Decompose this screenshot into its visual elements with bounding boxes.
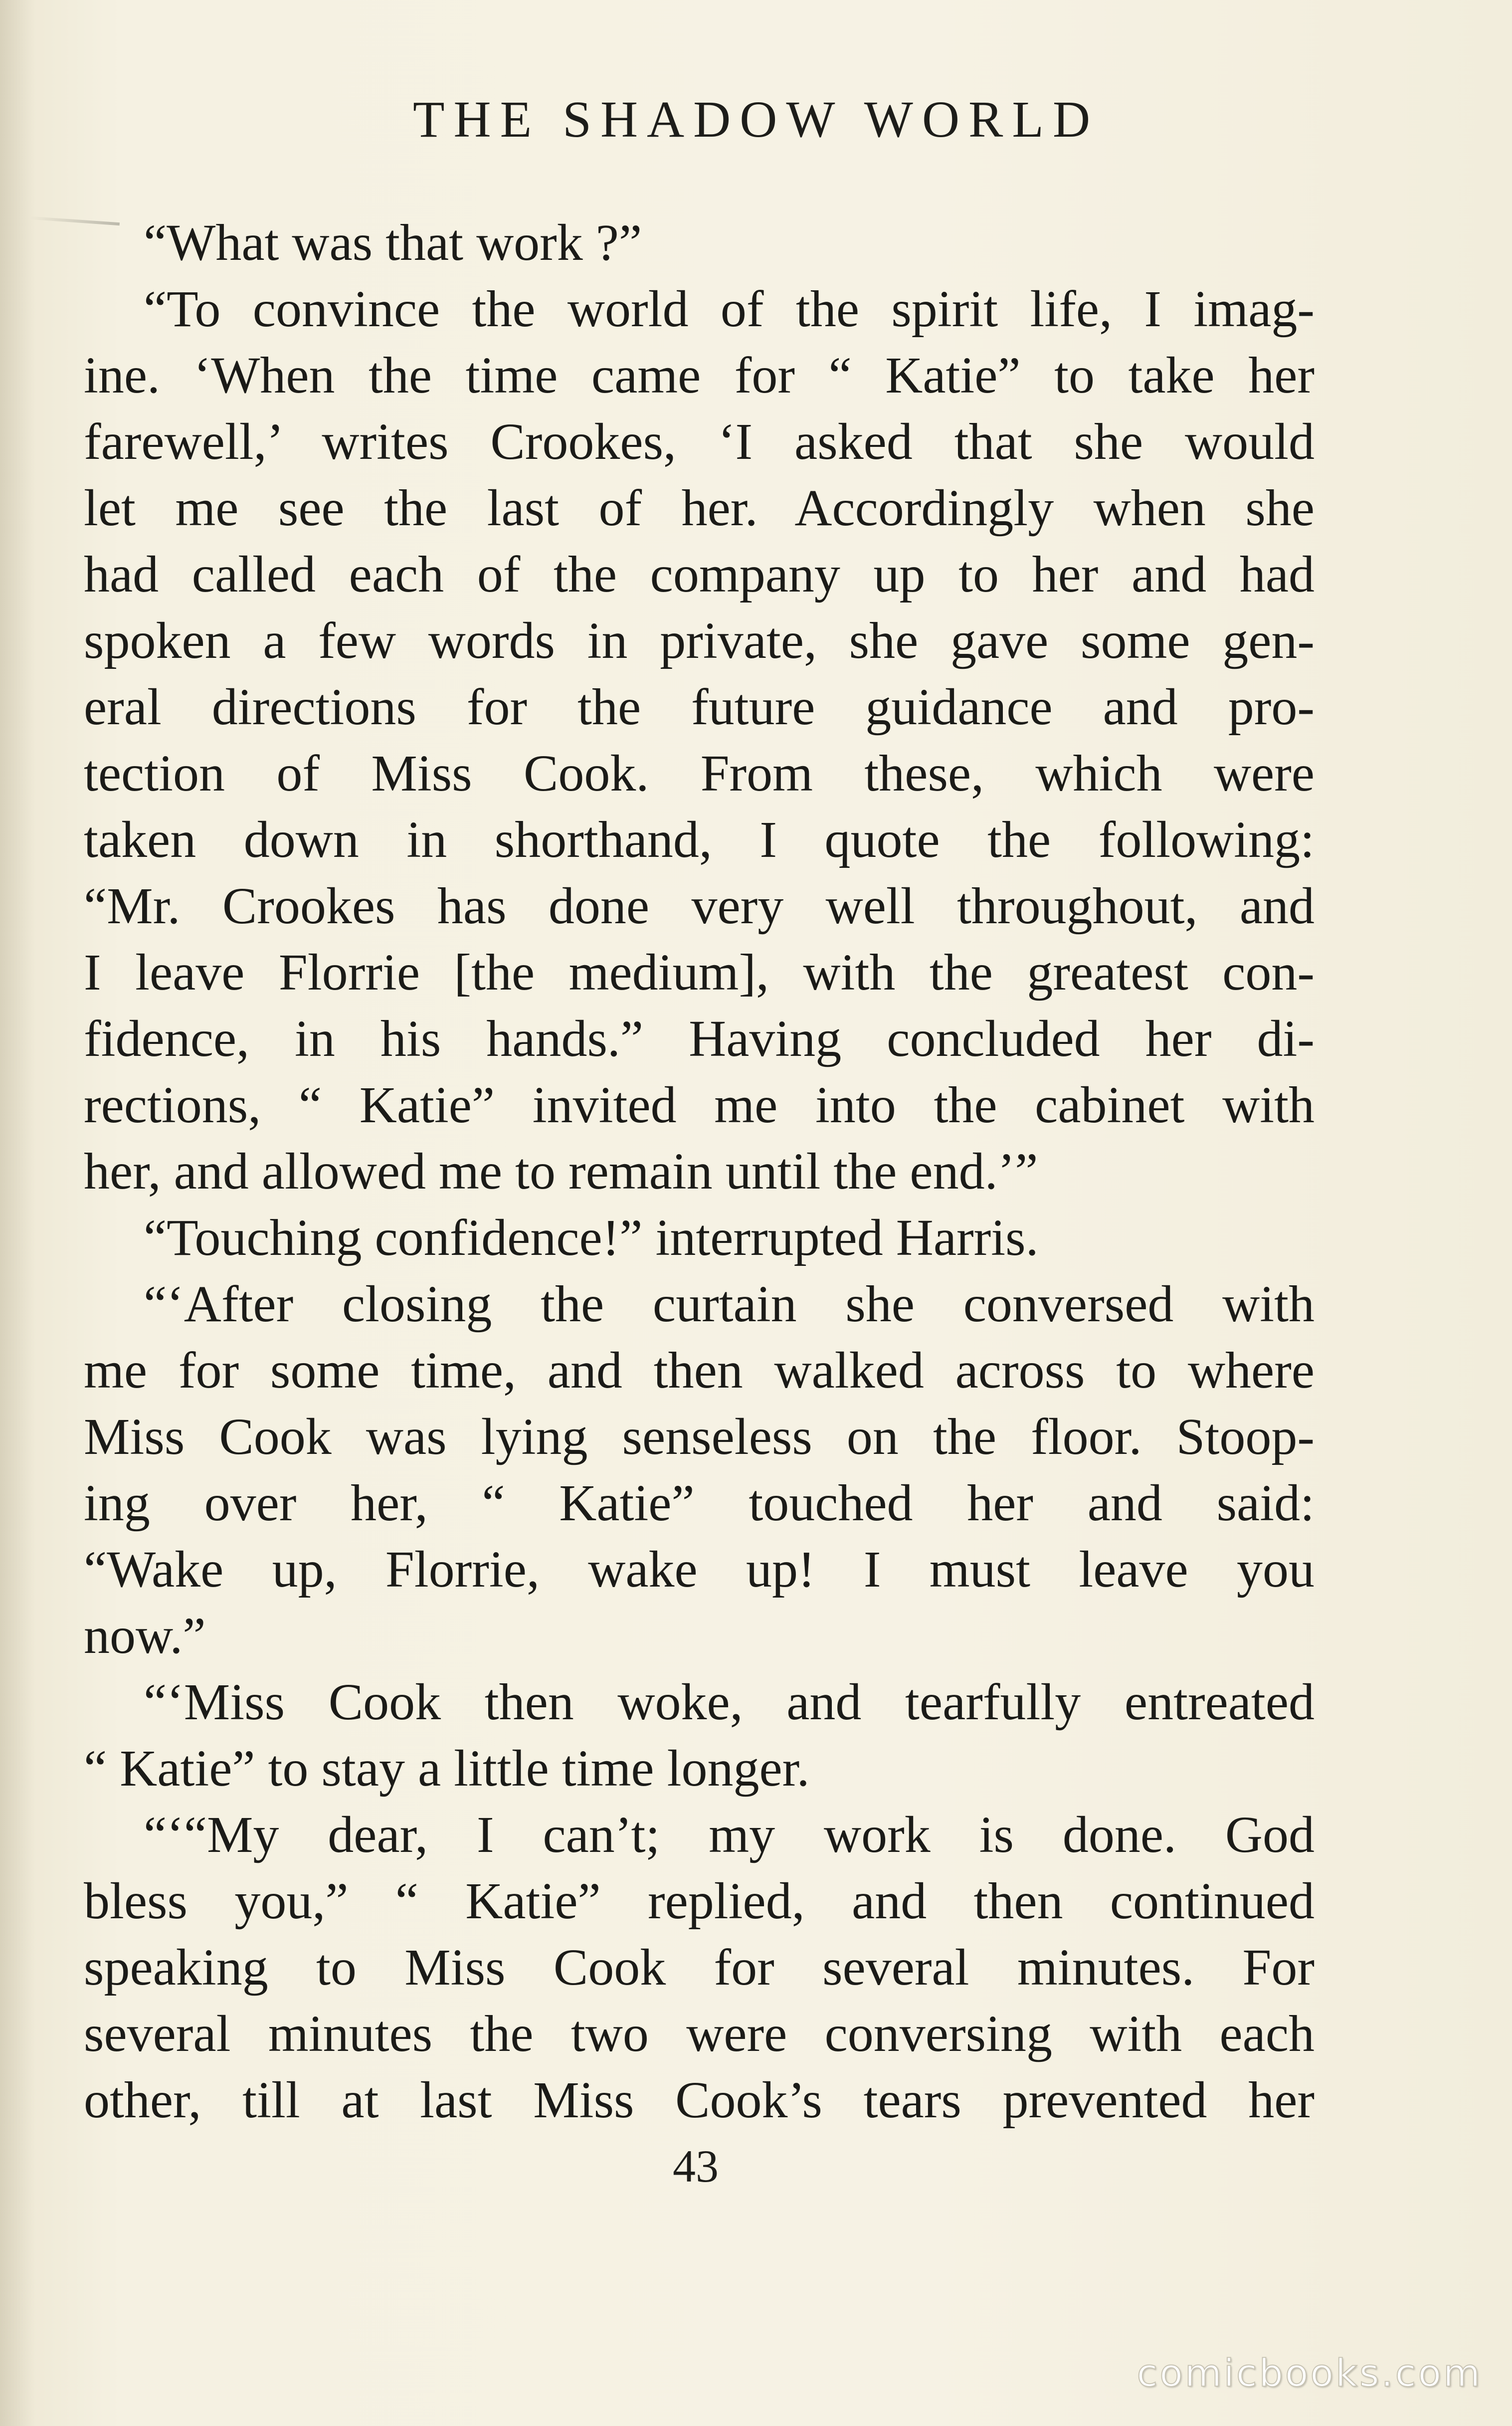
text-line: “Touching confidence!” interrupted Harris. — [144, 1209, 1039, 1266]
text-line: “‘After closing the curtain she conversed with — [144, 1275, 1315, 1333]
watermark: comicbooks.com — [1136, 2351, 1482, 2395]
text-line: several minutes the two were conversing with each — [84, 2005, 1315, 2062]
text-line: now.” — [84, 1607, 206, 1664]
gutter-shadow — [0, 0, 35, 2426]
text-line: “To convince the world of the spirit life, I imag- — [144, 280, 1315, 338]
page-number: 43 — [673, 2141, 719, 2192]
text-line: speaking to Miss Cook for several minutes. For — [84, 1939, 1315, 1996]
text-line: bless you,” “ Katie” replied, and then continued — [84, 1872, 1315, 1930]
text-line: farewell,’ writes Crookes, ‘I asked that she would — [84, 413, 1315, 470]
text-line: “‘Miss Cook then woke, and tearfully entreated — [144, 1673, 1315, 1731]
text-line: taken down in shorthand, I quote the following: — [84, 811, 1315, 868]
text-line: ing over her, “ Katie” touched her and said: — [84, 1474, 1315, 1532]
text-line: spoken a few words in private, she gave some gen- — [84, 612, 1315, 669]
text-line: “Wake up, Florrie, wake up! I must leave you — [84, 1541, 1315, 1598]
text-line: eral directions for the future guidance and pro- — [84, 678, 1315, 736]
text-line: “Mr. Crookes has done very well throughout, and — [84, 877, 1315, 935]
text-line: rections, “ Katie” invited me into the cabinet with — [84, 1076, 1315, 1134]
body-text — [84, 209, 1315, 2133]
text-line: “‘“My dear, I can’t; my work is done. God — [144, 1806, 1315, 1863]
text-line: fidence, in his hands.” Having concluded her di- — [84, 1010, 1315, 1067]
text-line: tection of Miss Cook. From these, which were — [84, 745, 1315, 802]
text-line: Miss Cook was lying senseless on the floor. Stoop- — [84, 1408, 1315, 1465]
text-line: ine. ‘When the time came for “ Katie” to take her — [84, 347, 1315, 404]
text-line: “ Katie” to stay a little time longer. — [84, 1740, 810, 1797]
text-line: had called each of the company up to her and had — [84, 546, 1315, 603]
text-line: other, till at last Miss Cook’s tears prevented her — [84, 2071, 1315, 2129]
text-line: me for some time, and then walked across to where — [84, 1342, 1315, 1399]
text-line: “What was that work ?” — [144, 214, 642, 271]
text-line: I leave Florrie [the medium], with the greatest con- — [84, 944, 1315, 1001]
running-head: THE SHADOW WORLD — [412, 91, 1100, 148]
text-line: her, and allowed me to remain until the end.’” — [84, 1143, 1038, 1200]
text-line: let me see the last of her. Accordingly when she — [84, 479, 1315, 537]
